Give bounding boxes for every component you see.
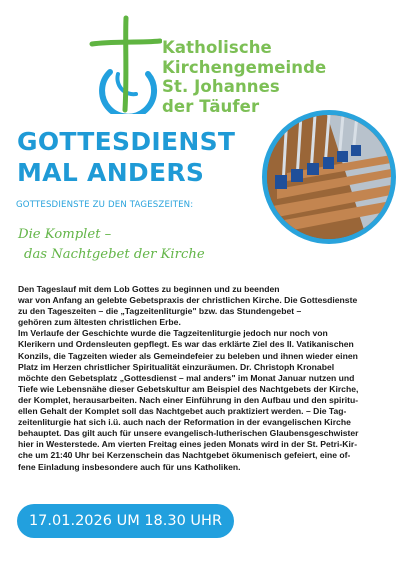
body-line: hier in Westerstede. Am vierten Freitag eines jeden Monats wird in der St. Petri-Kir- xyxy=(18,439,358,450)
body-line: war von Anfang an gelebte Gebetspraxis der christlichen Kirche. Die Gottesdienste xyxy=(18,295,358,306)
body-line: Im Verlaufe der Geschichte wurde die Tagzeitenliturgie jedoch nur noch von xyxy=(18,328,328,339)
page-title xyxy=(17,126,235,188)
stairs-photo-icon xyxy=(267,115,391,239)
body-line: che um 21:40 Uhr bei Kerzenschein das Nachtgebet ökumenisch gefeiert, eine of- xyxy=(18,450,351,461)
parish-name xyxy=(162,38,394,116)
body-line: Konzils, die Tagzeiten wieder als Gemeindefeier zu beleben und ihnen wieder einen xyxy=(18,350,358,361)
stairs-photo xyxy=(262,110,396,244)
body-line: Klerikern und Ordensleuten gepflegt. Es war das erklärte Ziel des II. Vatikanischen xyxy=(18,339,354,350)
paragraph xyxy=(18,284,384,328)
body-line: Den Tageslauf mit dem Lob Gottes zu beginnen und zu beenden xyxy=(18,284,280,294)
body-line: behauptet. Das gilt auch für unsere evangelisch-lutherischen Glaubensgeschwister xyxy=(18,428,359,439)
event-date-button[interactable]: 17.01.2026 UM 18.30 UHR xyxy=(17,504,234,538)
body-line: gehören zum ältesten christlichen Erbe. xyxy=(18,317,181,328)
body-line: Platz im Herzen christlicher Spiritualität einzuräumen. Dr. Christoph Kronabel xyxy=(18,361,335,372)
body-line: möchte den Gebetsplatz „Gottesdienst – mal anders" im Monat Januar nutzen und xyxy=(18,372,355,383)
body-line: ellen Gehalt der Komplet soll das Nachtgebet auch praktiziert werden. – Die Tag- xyxy=(18,406,347,417)
parish-name-line: Kirchengemeinde xyxy=(162,57,327,77)
body-line: zu den Tageszeiten – die „Tagzeitenliturgie" bzw. das Stundengebet – xyxy=(18,306,302,317)
body-text xyxy=(18,284,384,473)
parish-name-line: St. Johannes xyxy=(162,77,280,96)
script-heading-line: das Nachtgebet der Kirche xyxy=(24,247,205,262)
body-line: fene Einladung insbesondere auch für uns Katholiken. xyxy=(18,461,241,472)
script-heading xyxy=(18,225,205,265)
parish-logo-icon xyxy=(88,14,162,114)
script-heading-line: Die Komplet – xyxy=(18,227,112,242)
body-line: der Komplet, herausarbeiten. Nach einer Einführung in den Aufbau und den spiritu- xyxy=(18,394,359,405)
parish-name-line: Katholische xyxy=(162,38,272,57)
body-line: Tiefe wie Lebensnähe dieser Gebetskultur am Beispiel des Nachtgebets der Kirche, xyxy=(18,383,359,394)
paragraph xyxy=(18,328,384,472)
body-line: zeitenliturgie hat sich i.ü. auch nach der Reformation in der evangelischen Kirche xyxy=(18,417,351,428)
parish-name-line: der Täufer xyxy=(162,96,260,116)
title-line: GOTTESDIENST xyxy=(17,127,236,156)
section-subheading: GOTTESDIENSTE ZU DEN TAGESZEITEN: xyxy=(16,200,194,210)
title-line: MAL ANDERS xyxy=(17,158,205,187)
